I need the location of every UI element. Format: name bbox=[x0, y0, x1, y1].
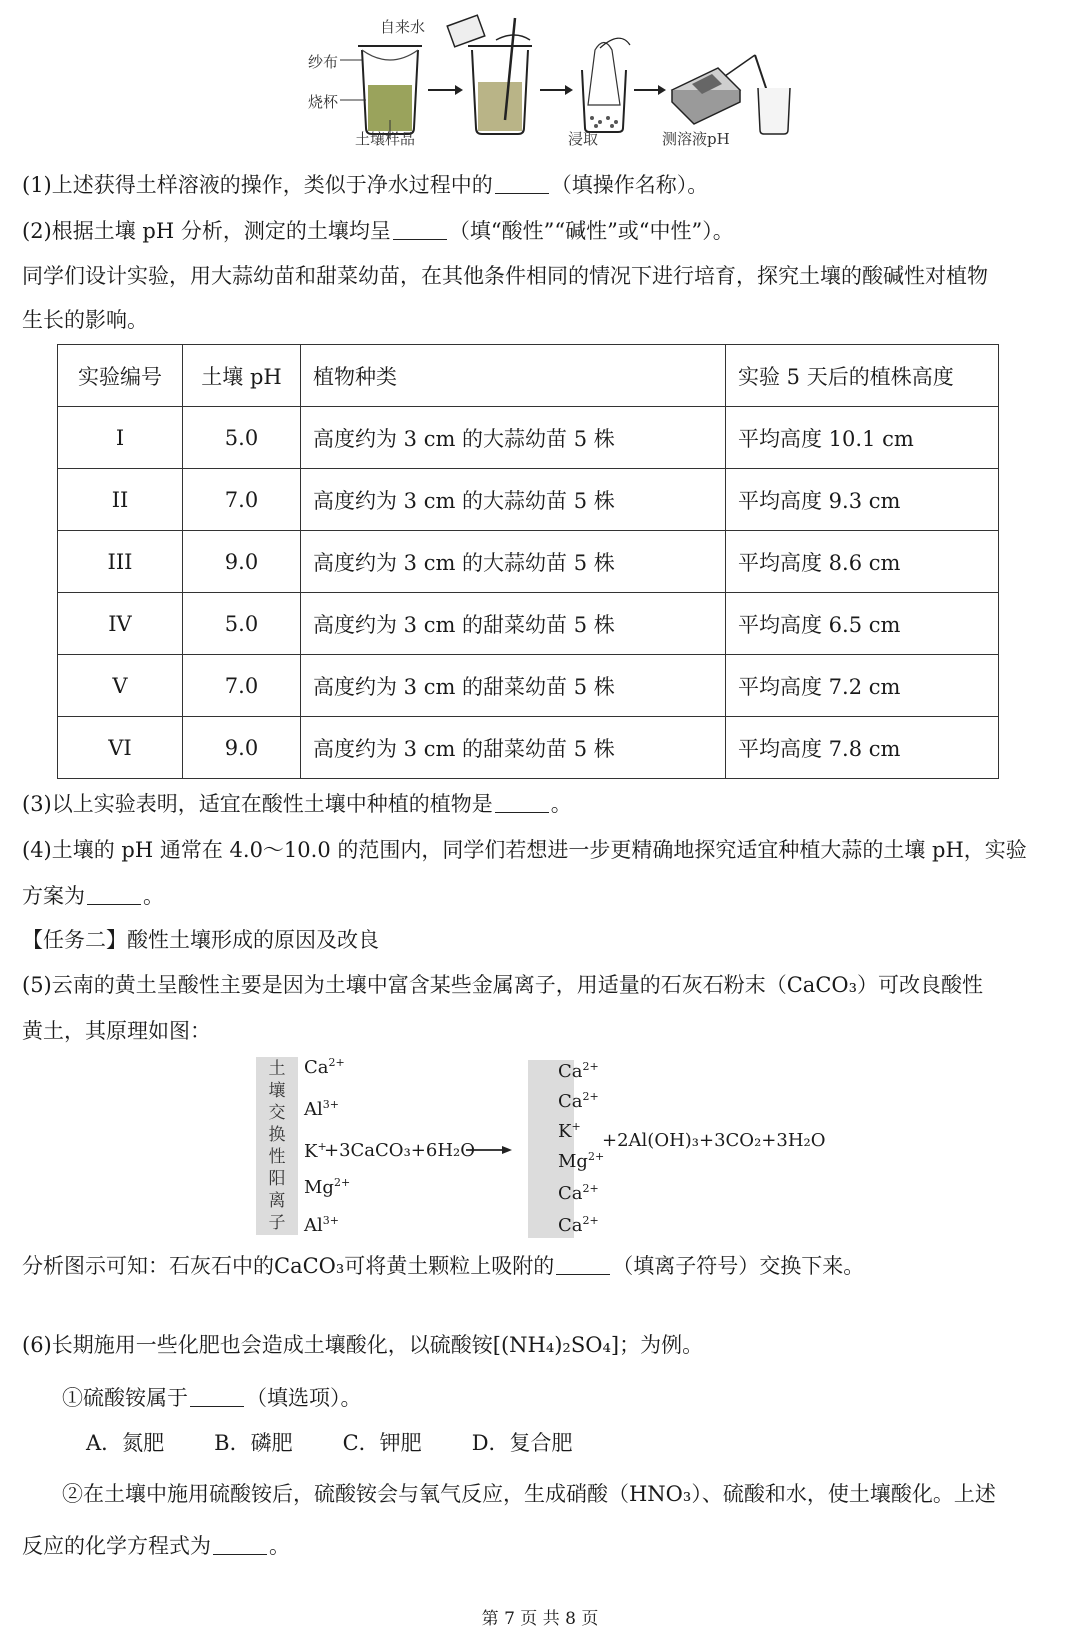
left-ion: $Mg^{2+}$ bbox=[304, 1176, 351, 1198]
products: +2Al(OH)₃+3CO₂+3H₂O bbox=[602, 1130, 826, 1151]
reaction-arrow bbox=[466, 1144, 512, 1156]
q6-1-answer-blank[interactable] bbox=[190, 1385, 244, 1407]
q6-1-text: ①硫酸铵属于 bbox=[62, 1386, 188, 1410]
q1-text-end: （填操作名称）。 bbox=[550, 173, 709, 197]
table-row bbox=[58, 717, 999, 779]
tap-water-label: 自来水 bbox=[380, 18, 426, 36]
question-4-line-1: (4)土壤的 pH 通常在 4.0～10.0 的范围内，同学们若想进一步更精确地探究适宜种植大蒜的土壤 pH，实验 bbox=[22, 838, 1027, 862]
table-cell: III bbox=[58, 531, 183, 593]
right-ion: $Ca^{2+}$ bbox=[558, 1090, 599, 1112]
question-2 bbox=[22, 216, 734, 246]
table-row bbox=[58, 531, 999, 593]
q1-text: (1)上述获得土样溶液的操作，类似于净水过程中的 bbox=[22, 173, 493, 197]
table-cell: IV bbox=[58, 593, 183, 655]
q2-text-end: （填“酸性”“碱性”或“中性”）。 bbox=[448, 219, 734, 243]
right-ion: $Mg^{2+}$ bbox=[558, 1150, 605, 1172]
options-row bbox=[86, 1428, 623, 1458]
table-cell: 5.0 bbox=[183, 407, 301, 469]
header-cell: 土壤 pH bbox=[183, 345, 301, 407]
table-cell: 5.0 bbox=[183, 593, 301, 655]
question-5-line-1: (5)云南的黄土呈酸性主要是因为土壤中富含某些金属离子，用适量的石灰石粉末（CaCO₃）可改良酸性 bbox=[22, 973, 984, 997]
table-row bbox=[58, 407, 999, 469]
table-cell: 平均高度 8.6 cm bbox=[726, 531, 999, 593]
right-ion: $Ca^{2+}$ bbox=[558, 1214, 599, 1236]
analysis-text-end: （填离子符号）交换下来。 bbox=[612, 1254, 865, 1278]
soil-sample-label: 土壤样品 bbox=[355, 130, 416, 148]
q3-answer-blank[interactable] bbox=[495, 791, 549, 813]
reactants: +3CaCO₃+6H₂O bbox=[324, 1140, 475, 1161]
q2-text: (2)根据土壤 pH 分析，测定的土壤均呈 bbox=[22, 219, 391, 243]
right-ion: $Ca^{2+}$ bbox=[558, 1182, 599, 1204]
table-cell: 平均高度 7.8 cm bbox=[726, 717, 999, 779]
left-ion: $Al^{3+}$ bbox=[304, 1098, 339, 1120]
q4-answer-blank[interactable] bbox=[87, 883, 141, 905]
table-cell: 7.0 bbox=[183, 469, 301, 531]
q6-text-end: ；为例。 bbox=[619, 1333, 704, 1357]
question-3 bbox=[22, 789, 572, 819]
table-row bbox=[58, 593, 999, 655]
left-ion: $Al^{3+}$ bbox=[304, 1214, 339, 1236]
question-5-line-2: 黄土，其原理如图： bbox=[22, 1019, 211, 1043]
right-ion: K+ bbox=[558, 1120, 581, 1142]
option-c[interactable]: C．钾肥 bbox=[342, 1431, 422, 1455]
q3-text: (3)以上实验表明，适宜在酸性土壤中种植的植物是 bbox=[22, 792, 493, 816]
question-1 bbox=[22, 170, 708, 200]
header-cell: 植物种类 bbox=[301, 345, 726, 407]
q4-text: 方案为 bbox=[22, 884, 85, 908]
task-2-heading: 【任务二】酸性土壤形成的原因及改良 bbox=[22, 928, 379, 952]
analysis-text: 分析图示可知：石灰石中的CaCO₃可将黄土颗粒上吸附的 bbox=[22, 1254, 555, 1278]
question-6-2-line-1: ②在土壤中施用硫酸铵后，硫酸铵会与氧气反应，生成硝酸（HNO₃）、硫酸和水，使土壤酸化。上述 bbox=[62, 1482, 996, 1506]
analysis-answer-blank[interactable] bbox=[556, 1253, 610, 1275]
table-cell: 9.0 bbox=[183, 717, 301, 779]
table-cell: V bbox=[58, 655, 183, 717]
experiment-figure bbox=[300, 10, 800, 150]
table-cell: 高度约为 3 cm 的大蒜幼苗 5 株 bbox=[301, 531, 726, 593]
option-b[interactable]: B．磷肥 bbox=[214, 1431, 293, 1455]
header-cell: 实验编号 bbox=[58, 345, 183, 407]
q6-2-text: 反应的化学方程式为 bbox=[22, 1534, 211, 1558]
table-cell: 高度约为 3 cm 的甜菜幼苗 5 株 bbox=[301, 655, 726, 717]
analysis-line bbox=[22, 1251, 864, 1281]
q4-text-end: 。 bbox=[143, 884, 164, 908]
q2-answer-blank[interactable] bbox=[393, 218, 447, 240]
header-cell: 实验 5 天后的植株高度 bbox=[726, 345, 999, 407]
left-ion: $Ca^{2+}$ bbox=[304, 1056, 345, 1078]
right-ion: $Ca^{2+}$ bbox=[558, 1060, 599, 1082]
q1-answer-blank[interactable] bbox=[495, 172, 549, 194]
table-row bbox=[58, 469, 999, 531]
ammonium-sulfate-formula: [(NH₄)₂SO₄] bbox=[492, 1333, 620, 1357]
soak-label: 浸取 bbox=[568, 130, 599, 148]
q6-2-answer-blank[interactable] bbox=[213, 1533, 267, 1555]
table-cell: VI bbox=[58, 717, 183, 779]
question-6 bbox=[22, 1330, 703, 1360]
table-cell: 平均高度 6.5 cm bbox=[726, 593, 999, 655]
table-cell: 平均高度 9.3 cm bbox=[726, 469, 999, 531]
intro-line-1: 同学们设计实验，用大蒜幼苗和甜菜幼苗，在其他条件相同的情况下进行培育，探究土壤的酸碱性对植物 bbox=[22, 264, 988, 288]
question-6-2-line-2 bbox=[22, 1531, 290, 1561]
intro-line-2: 生长的影响。 bbox=[22, 308, 148, 332]
table-header-row bbox=[58, 345, 999, 407]
soil-particle-right bbox=[528, 1060, 574, 1238]
q6-2-text-end: 。 bbox=[269, 1534, 290, 1558]
measure-ph-label: 测溶液pH bbox=[662, 130, 730, 148]
q6-1-text-end: （填选项）。 bbox=[246, 1386, 362, 1410]
experiment-table bbox=[57, 344, 999, 779]
q6-text: (6)长期施用一些化肥也会造成土壤酸化，以硫酸铵 bbox=[22, 1333, 493, 1357]
q3-text-end: 。 bbox=[550, 792, 572, 816]
table-cell: I bbox=[58, 407, 183, 469]
option-d[interactable]: D．复合肥 bbox=[471, 1431, 573, 1455]
table-cell: 平均高度 10.1 cm bbox=[726, 407, 999, 469]
gauze-label: 纱布 bbox=[308, 53, 339, 71]
question-4-line-2 bbox=[22, 881, 164, 911]
table-cell: 高度约为 3 cm 的甜菜幼苗 5 株 bbox=[301, 593, 726, 655]
ion-exchange-diagram bbox=[256, 1052, 826, 1242]
table-cell: 7.0 bbox=[183, 655, 301, 717]
table-cell: 高度约为 3 cm 的大蒜幼苗 5 株 bbox=[301, 407, 726, 469]
table-row bbox=[58, 655, 999, 717]
question-6-1 bbox=[62, 1383, 362, 1413]
cation-vertical-label: 土壤交换性阳离子 bbox=[268, 1059, 286, 1233]
table-cell: II bbox=[58, 469, 183, 531]
table-cell: 9.0 bbox=[183, 531, 301, 593]
table-cell: 平均高度 7.2 cm bbox=[726, 655, 999, 717]
page-footer: 第 7 页 共 8 页 bbox=[481, 1609, 599, 1629]
beaker-label: 烧杯 bbox=[308, 93, 339, 111]
table-cell: 高度约为 3 cm 的大蒜幼苗 5 株 bbox=[301, 469, 726, 531]
table-cell: 高度约为 3 cm 的甜菜幼苗 5 株 bbox=[301, 717, 726, 779]
option-a[interactable]: A．氮肥 bbox=[86, 1431, 165, 1455]
left-ion: K+ bbox=[304, 1140, 327, 1162]
